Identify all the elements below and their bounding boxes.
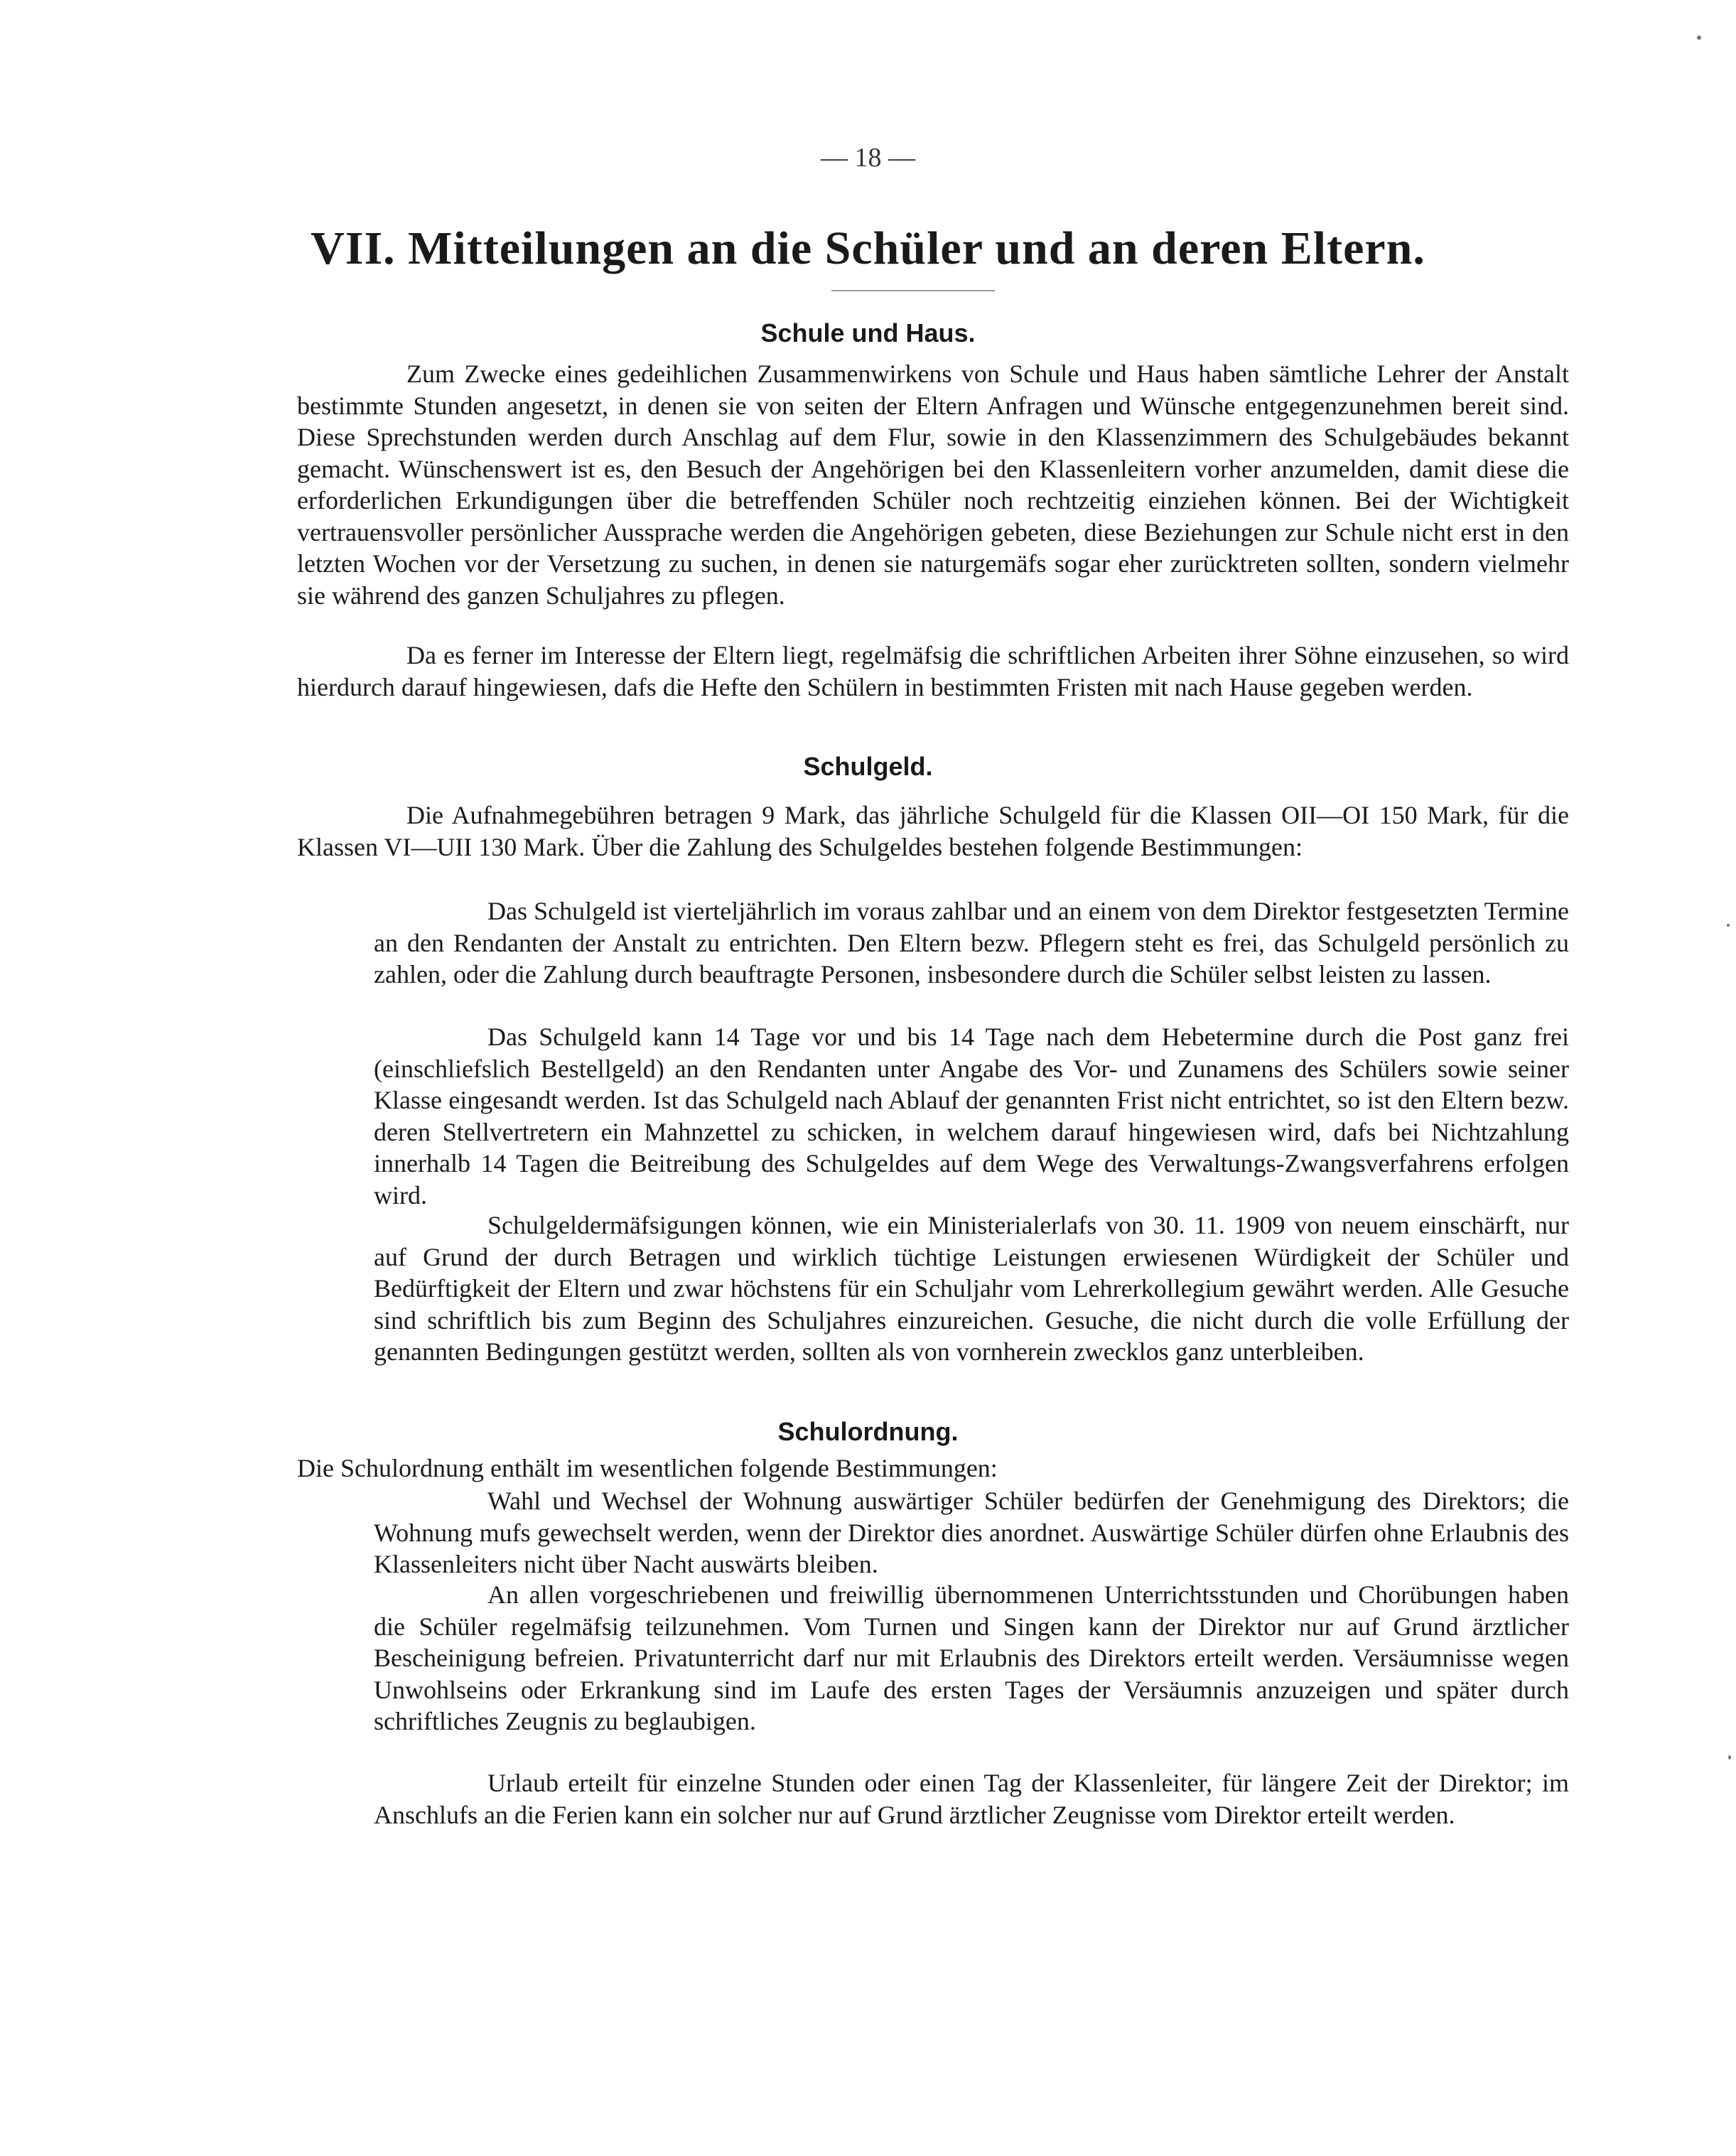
paragraph-schulgeld-intro: Die Aufnahmegebühren betragen 9 Mark, das jährliche Schulgeld für die Klassen OII—OI 150 Mark, für die Klassen VI—UII 130 Mark. Über die Zahlung des Schulgeldes bestehen folgende Bestimmungen: [297, 801, 1569, 861]
section-heading-schulordnung: Schulordnung. [777, 1417, 959, 1446]
scan-speck [1697, 36, 1701, 40]
scan-speck [1727, 924, 1730, 927]
paragraph-schulgeld-1: Das Schulgeld ist vierteljährlich im voraus zahlbar und an einem von dem Direktor festgesetzten Termine an den Rendanten der Anstalt zu entrichten. Den Eltern bezw. Pflegern steht es frei, das Schulgeld persönlich zu zahlen, oder die Zahlung durch beauftragte Personen, insbesondere durch die Schüler selbst leisten zu lassen. [374, 897, 1569, 988]
paragraph-schulgeld-2: Das Schulgeld kann 14 Tage vor und bis 14 Tage nach dem Hebetermine durch die Post ganz frei (einschliefslich Bestellgeld) an den Rendanten unter Angabe des Vor- und Zunamens des Schülers sowie seiner Klasse eingesandt werden. Ist das Schulgeld nach Ablauf der genannten Frist nicht entrichtet, so ist den Eltern bezw. deren Stellvertretern ein Mahnzettel zu schicken, in welchem darauf hingewiesen wird, dafs bei Nichtzahlung innerhalb 14 Tagen die Beitreibung des Schulgeldes auf dem Wege des Verwaltungs-Zwangsverfahrens erfolgen wird. [374, 1023, 1569, 1209]
scan-speck [1728, 1755, 1731, 1759]
paragraph-schule-und-haus-2: Da es ferner im Interesse der Eltern liegt, regelmäfsig die schriftlichen Arbeiten ihrer Söhne einzusehen, so wird hierdurch darauf hingewiesen, dafs die Hefte den Schülern in bestimmten Fristen mit nach Hause gegeben werden. [297, 641, 1569, 701]
paragraph-schulgeld-3: Schulgeldermäfsigungen können, wie ein Ministerialerlafs von 30. 11. 1909 von neuem einschärft, nur auf Grund der durch Betragen und wirklich tüchtige Leistungen erwiesenen Würdigkeit der Schüler und Bedürftigkeit der Eltern und zwar höchstens für ein Schuljahr vom Lehrerkollegium gewährt werden. Alle Gesuche sind schriftlich bis zum Beginn des Schuljahres einzureichen. Gesuche, die nicht durch die volle Erfüllung der genannten Bedingungen gestützt werden, sollten als von vornherein zwecklos ganz unterbleiben. [374, 1211, 1569, 1366]
paragraph-schulordnung-1: Wahl und Wechsel der Wohnung auswärtiger Schüler bedürfen der Genehmigung des Direktors; die Wohnung mufs gewechselt werden, wenn der Direktor dies anordnet. Auswärtige Schüler dürfen ohne Erlaubnis des Klassenleiters nicht über Nacht auswärts bleiben. [374, 1487, 1569, 1578]
paragraph-schulordnung-intro: Die Schulordnung enthält im wesentlichen folgende Bestimmungen: [297, 1454, 998, 1482]
paragraph-schulordnung-3: Urlaub erteilt für einzelne Stunden oder einen Tag der Klassenleiter, für längere Zeit der Direktor; im Anschlufs an die Ferien kann ein solcher nur auf Grund ärztlicher Zeugnisse vom Direktor erteilt werden. [374, 1769, 1569, 1829]
page-title: VII. Mitteilungen an die Schüler und an deren Eltern. [311, 222, 1425, 274]
section-heading-schulgeld: Schulgeld. [803, 752, 933, 781]
paragraph-schulordnung-2: An allen vorgeschriebenen und freiwillig übernommenen Unterrichtsstunden und Chorübungen haben die Schüler regelmäfsig teilzunehmen. Vom Turnen und Singen kann der Direktor nur auf Grund ärztlicher Bescheinigung befreien. Privatunterricht darf nur mit Erlaubnis des Direktors erteilt werden. Versäumnisse wegen Unwohlseins oder Erkrankung sind im Laufe des ersten Tages der Versäumnis anzuzeigen und später durch schriftliches Zeugnis zu beglaubigen. [374, 1580, 1569, 1735]
page-number: — 18 — [821, 143, 915, 173]
paragraph-schule-und-haus-1: Zum Zwecke eines gedeihlichen Zusammenwirkens von Schule und Haus haben sämtliche Lehrer der Anstalt bestimmte Stunden angesetzt, in denen sie von seiten der Eltern Anfragen und Wünsche entgegenzunehmen bereit sind. Diese Sprechstunden werden durch Anschlag auf dem Flur, sowie in den Klassenzimmern des Schulgebäudes bekannt gemacht. Wünschenswert ist es, den Besuch der Angehörigen bei den Klassenleitern vorher anzumelden, damit diese die erforderlichen Erkundigungen über die betreffenden Schüler noch rechtzeitig einziehen können. Bei der Wichtigkeit vertrauensvoller persönlicher Aussprache werden die Angehörigen gebeten, diese Beziehungen zur Schule nicht erst in den letzten Wochen vor der Versetzung zu suchen, in denen sie naturgemäfs sogar eher zurücktreten sollten, sondern vielmehr sie während des ganzen Schuljahres zu pflegen. [297, 360, 1569, 610]
title-divider [831, 290, 995, 291]
section-heading-schule-und-haus: Schule und Haus. [760, 318, 976, 347]
